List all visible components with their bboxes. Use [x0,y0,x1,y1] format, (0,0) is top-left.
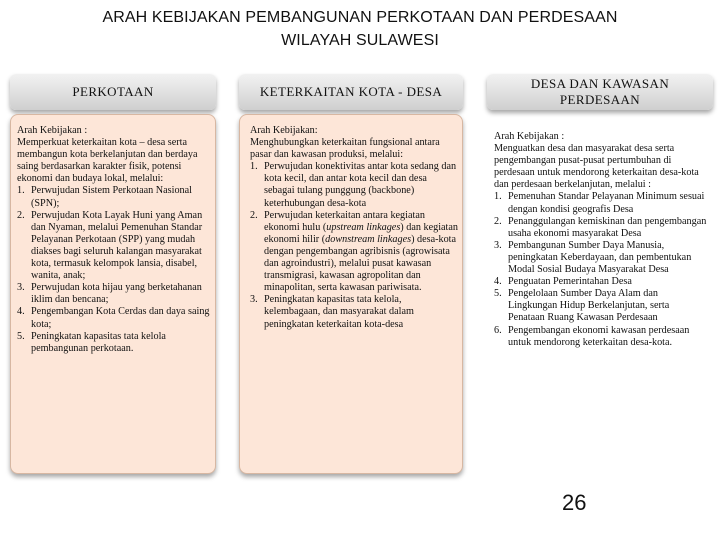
list-item: 5. Peningkatan kapasitas tata kelola pembangunan perkotaan. [17,330,166,354]
list-item: 4. Penguatan Pemerintahan Desa [494,276,632,288]
panel-desa [487,120,713,492]
panel-keterkaitan [239,114,463,474]
policy-intro: Menguatkan desa dan masyarakat desa serta pengembangan pusat-pusat pertumbuhan di perdesaan untuk mendorong keterkaitan desa-kota dan perdesaan berkelanjutan, melalui : [494,143,699,191]
list-item: 1. Perwujudan Sistem Perkotaan Nasional (SPN); [17,185,192,209]
header-keterkaitan-label: KETERKAITAN KOTA - DESA [259,84,443,99]
policy-heading: Arah Kebijakan : [17,125,88,136]
policy-heading: Arah Kebijakan : [494,131,565,142]
page-title-line-1: ARAH KEBIJAKAN PEMBANGUNAN PERKOTAAN DAN PERDESAAN [102,9,618,26]
panel-perkotaan [10,114,216,474]
list-item: 3. Perwujudan kota hijau yang berketahanan iklim dan bencana; [17,282,202,306]
policy-list [494,191,708,348]
list-item: 6. Pengembangan ekonomi kawasan perdesaan untuk mendorong keterkaitan desa-kota. [494,324,690,348]
list-item: 2. Penanggulangan kemiskinan dan pengembangan usaha ekonomi masyarakat Desa [494,215,707,239]
list-item: 3. Peningkatan kapasitas tata kelola, kelembagaan, dan masyarakat dalam peningkatan keterkaitan kota-desa [250,294,414,330]
header-desa [487,74,713,110]
list-item: 3. Pembangunan Sumber Daya Manusia, peningkatan Keberdayaan, dan pembentukan Modal Sosial Budaya Masyarakat Desa [494,239,692,276]
list-item: 2. Perwujudan Kota Layak Huni yang Aman dan Nyaman, melalui Pemenuhan Standar Pelayanan Perkotaan (SPP) yang mudah diakses bagi seluruh kalangan masyarakat kota, termasuk kelompok lansia, disabel, wanita, anak; [17,209,203,282]
page-number: 26 [562,490,587,515]
list-item: 1. Pemenuhan Standar Pelayanan Minimum sesuai dengan kondisi geografis Desa [494,191,705,215]
policy-heading: Arah Kebijakan: [250,125,318,136]
policy-list [250,161,458,330]
policy-intro: Memperkuat keterkaitan kota – desa serta membangun kota berkelanjutan dan berdaya saing berdasarkan karakter fisik, potensi ekonomi dan budaya lokal, melalui: [17,137,198,185]
header-perkotaan-label: PERKOTAAN [72,84,154,99]
header-perkotaan [10,74,216,110]
policy-intro: Menghubungkan keterkaitan fungsional antara pasar dan kawasan produksi, melalui: [250,137,440,161]
header-desa-label: DESA DAN KAWASAN PERDESAAN [530,76,670,107]
page-title [0,6,720,52]
list-item: 4. Pengembangan Kota Cerdas dan daya saing kota; [17,306,210,330]
page-title-line-2: WILAYAH SULAWESI [281,32,439,49]
policy-list [17,185,211,354]
list-item: 5. Pengelolaan Sumber Daya Alam dan Lingkungan Hidup Berkelanjutan, serta Penataan Ruang Kawasan Perdesaan [494,288,670,324]
list-item: 1. Perwujudan konektivitas antar kota sedang dan kota kecil, dan antar kota kecil dan desa sebagai tulang punggung (backbone) keterhubungan desa-kota [250,161,457,209]
header-keterkaitan [239,74,463,110]
list-item: 2. Perwujudan keterkaitan antara kegiatan ekonomi hulu (upstream linkages) dan kegiatan ekonomi hilir (downstream linkages) desa-kota dengan pengembangan agribisnis (agrowisata dan agroindustri), melalui pusat kawasan transmigrasi, kawasan agropolitan dan minapolitan, serta kawasan pariwisata. [250,209,458,294]
